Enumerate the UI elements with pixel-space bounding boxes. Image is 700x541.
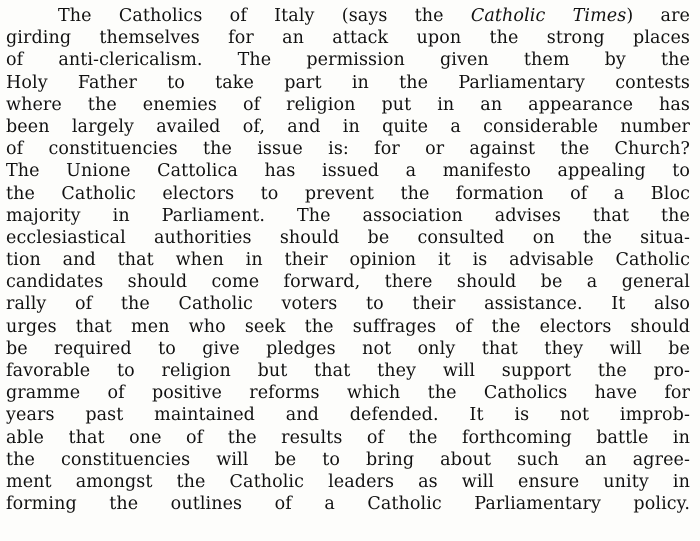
text-line-3: of anti-clericalism. The permission given them by the xyxy=(6,50,690,71)
text-line-6: been largely availed of, and in quite a considerable number xyxy=(6,116,690,137)
text-line-20: able that one of the results of the forthcoming battle in xyxy=(6,427,690,448)
text-line-13: candidates should come forward, there should be a general xyxy=(6,272,690,293)
text-line-11: ecclesiastical authorities should be consulted on the situa- xyxy=(6,227,690,248)
text-line-18: gramme of positive reforms which the Catholics have for xyxy=(6,383,690,404)
text-line-4: Holy Father to take part in the Parliamentary contests xyxy=(6,72,690,93)
text-line-16: be required to give pledges not only that they will be xyxy=(6,338,690,359)
text-line-7: of constituencies the issue is: for or against the Church? xyxy=(6,139,690,160)
text-line-2: girding themselves for an attack upon the strong places xyxy=(6,28,690,49)
text-line-21: the constituencies will be to bring about such an agree- xyxy=(6,449,690,470)
text-line-1 xyxy=(6,5,690,27)
text-line-10: majority in Parliament. The association advises that the xyxy=(6,205,690,226)
line-1-end: ) are xyxy=(626,6,690,26)
text-line-15: urges that men who seek the suffrages of the electors should xyxy=(6,316,690,337)
text-line-17: favorable to religion but that they will support the pro- xyxy=(6,361,690,381)
text-line-19: years past maintained and defended. It is not improb- xyxy=(6,405,690,426)
line-1-start: The Catholics of Italy (says the xyxy=(58,6,471,26)
text-line-14: rally of the Catholic voters to their assistance. It also xyxy=(6,294,690,315)
text-line-22: ment amongst the Catholic leaders as will ensure unity in xyxy=(6,471,690,492)
publication-title: Catholic Times xyxy=(470,6,627,26)
text-line-23: forming the outlines of a Catholic Parliamentary policy. xyxy=(6,494,690,515)
text-line-8: The Unione Cattolica has issued a manifesto appealing to xyxy=(6,161,690,182)
text-line-5: where the enemies of religion put in an appearance has xyxy=(6,94,690,115)
text-line-12: tion and that when in their opinion it is advisable Catholic xyxy=(6,250,690,271)
text-line-9: the Catholic electors to prevent the formation of a Bloc xyxy=(6,183,690,204)
